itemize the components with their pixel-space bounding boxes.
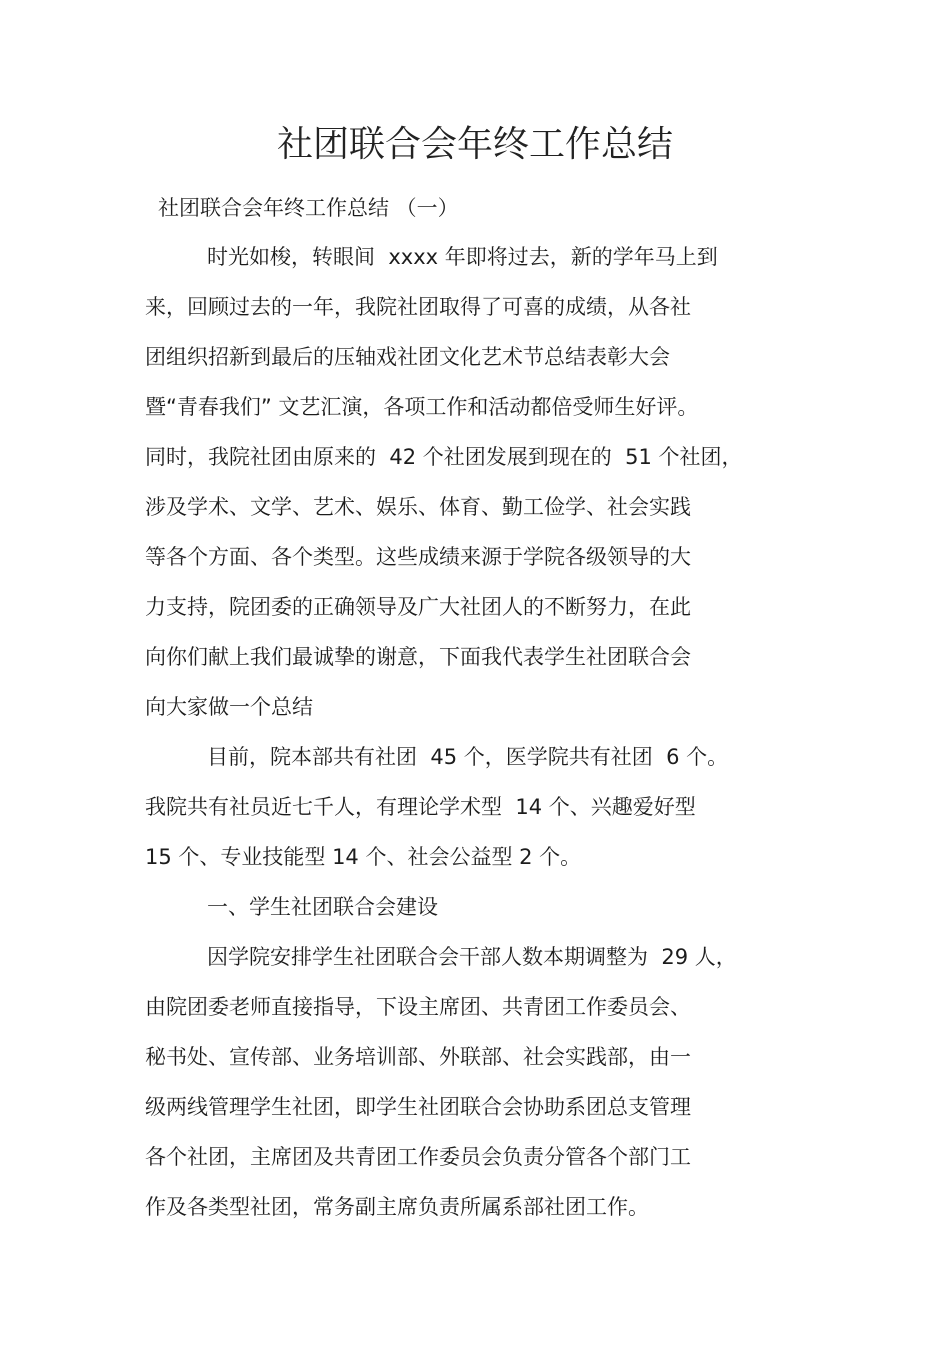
paragraph-line: 来，回顾过去的一年，我院社团取得了可喜的成绩，从各社 — [145, 295, 691, 319]
paragraph-line: 秘书处、宣传部、业务培训部、外联部、社会实践部，由一 — [145, 1045, 691, 1069]
paragraph-line: 同时，我院社团由原来的 42 个社团发展到现在的 51 个社团， — [145, 445, 743, 469]
paragraph-line: 作及各类型社团，常务副主席负责所属系部社团工作。 — [145, 1195, 649, 1219]
paragraph-line: 时光如梭，转眼间 xxxx 年即将过去，新的学年马上到 — [207, 245, 718, 269]
paragraph-line: 等各个方面、各个类型。这些成绩来源于学院各级领导的大 — [145, 545, 691, 569]
paragraph-line: 我院共有社员近七千人，有理论学术型 14 个、兴趣爱好型 — [145, 795, 696, 819]
section-heading: 一、学生社团联合会建设 — [207, 895, 438, 919]
paragraph-line: 各个社团，主席团及共青团工作委员会负责分管各个部门工 — [145, 1145, 691, 1169]
document-title: 社团联合会年终工作总结 — [276, 124, 673, 165]
paragraph-line: 力支持，院团委的正确领导及广大社团人的不断努力，在此 — [145, 595, 691, 619]
paragraph-line: 目前，院本部共有社团 45 个，医学院共有社团 6 个。 — [207, 745, 729, 769]
subtitle: 社团联合会年终工作总结 （一） — [158, 196, 459, 220]
paragraph-line: 因学院安排学生社团联合会干部人数本期调整为 29 人， — [207, 945, 737, 969]
paragraph-line: 涉及学术、文学、艺术、娱乐、体育、勤工俭学、社会实践 — [145, 495, 691, 519]
paragraph-line: 15 个、专业技能型 14 个、社会公益型 2 个。 — [145, 845, 582, 869]
paragraph-line: 向大家做一个总结 — [145, 695, 313, 719]
paragraph-line: 团组织招新到最后的压轴戏社团文化艺术节总结表彰大会 — [145, 345, 670, 369]
paragraph-line: 级两线管理学生社团，即学生社团联合会协助系团总支管理 — [145, 1095, 691, 1119]
paragraph-line: 暨“青春我们” 文艺汇演，各项工作和活动都倍受师生好评。 — [145, 395, 699, 419]
paragraph-line: 由院团委老师直接指导，下设主席团、共青团工作委员会、 — [145, 995, 691, 1019]
paragraph-line: 向你们献上我们最诚挚的谢意，下面我代表学生社团联合会 — [145, 645, 691, 669]
